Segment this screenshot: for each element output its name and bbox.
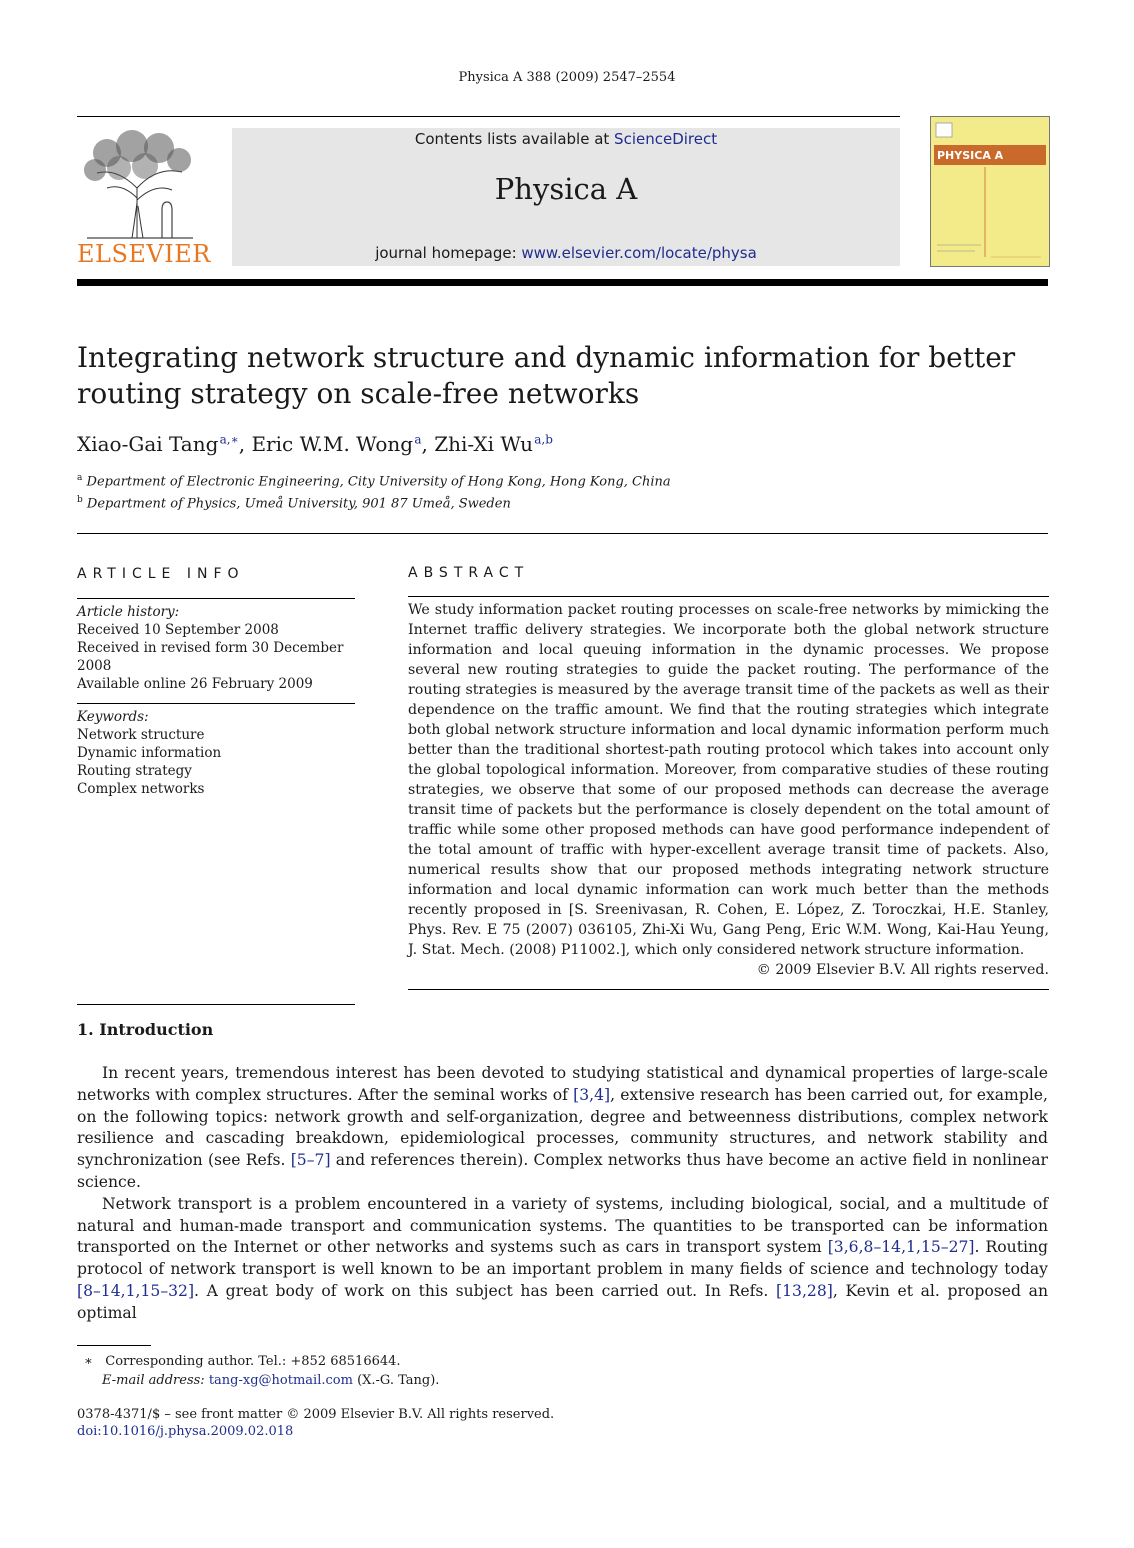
abstract-rule xyxy=(408,596,1049,597)
abstract-copyright: © 2009 Elsevier B.V. All rights reserved. xyxy=(756,962,1049,978)
sciencedirect-link[interactable]: ScienceDirect xyxy=(614,130,718,148)
journal-masthead xyxy=(232,128,900,266)
keyword-item[interactable]: Dynamic information xyxy=(77,745,222,761)
author-name[interactable]: Xiao-Gai Tang xyxy=(77,432,219,456)
affiliation-a xyxy=(77,473,1048,489)
tree-logo-icon xyxy=(77,128,203,240)
author-separator: , xyxy=(421,432,435,456)
heading-separator-rule xyxy=(77,533,1048,534)
affiliation-b xyxy=(77,495,1048,511)
history-item: Available online 26 February 2009 xyxy=(77,676,313,692)
keyword-item[interactable]: Complex networks xyxy=(77,781,205,797)
text-run: , extensive research has been carried out, for example, on the following topics: network growth and self-organization, degree and betweenness distributions, complex network resilience and cascading breakdown, epidemiological processes, community structures, and network stability and synchronization (see Refs. xyxy=(77,1085,1048,1170)
corresponding-author-footnote xyxy=(84,1352,439,1390)
abstract-panel xyxy=(408,565,1049,990)
intro-paragraph-1 xyxy=(77,1063,1048,1194)
elsevier-logo[interactable] xyxy=(77,128,211,268)
elsevier-wordmark: ELSEVIER xyxy=(77,240,211,268)
contents-line xyxy=(232,130,900,148)
text-run: Network transport is a problem encountered in a variety of systems, including biological, social, and a multitude of natural and human-made transport and communication systems. The quantities to be transported can be information transported on the Internet or other networks and systems such as cars in transport system xyxy=(77,1194,1048,1257)
keywords-rule xyxy=(77,703,355,704)
article-info-heading: ARTICLE INFO xyxy=(77,566,245,582)
citation-link[interactable]: [8–14,1,15–32] xyxy=(77,1281,195,1300)
footnote-mark: ∗ xyxy=(84,1354,93,1369)
author-affiliation-mark[interactable]: a,∗ xyxy=(219,432,239,447)
email-label: E-mail address: xyxy=(102,1373,205,1388)
running-header-citation: Physica A 388 (2009) 2547–2554 xyxy=(458,70,676,85)
corresponding-author-text: Corresponding author. Tel.: +852 68516644. xyxy=(105,1354,401,1369)
article-info-rule xyxy=(77,598,355,599)
introduction-body xyxy=(77,1063,1048,1325)
article-info-bottom-rule xyxy=(77,1004,355,1005)
text-run: and references therein). Complex networks thus have become an active field in nonlinear science. xyxy=(77,1151,1048,1191)
abstract-heading: ABSTRACT xyxy=(408,565,530,581)
article-title-line-2: routing strategy on scale-free networks xyxy=(77,377,640,410)
author-affiliation-mark[interactable]: a xyxy=(414,432,422,447)
author-separator: , xyxy=(238,432,252,456)
citation-link[interactable]: [13,28] xyxy=(776,1281,833,1300)
masthead-bottom-rule xyxy=(77,279,1048,286)
article-history-label: Article history: xyxy=(77,604,180,620)
doi-link[interactable]: doi:10.1016/j.physa.2009.02.018 xyxy=(77,1424,294,1439)
email-suffix: (X.-G. Tang). xyxy=(352,1373,440,1388)
affiliation-mark: b xyxy=(77,495,83,505)
cover-image-icon xyxy=(931,117,1049,266)
history-item: Received 10 September 2008 xyxy=(77,622,279,638)
email-link[interactable]: tang-xg@hotmail.com xyxy=(208,1373,353,1388)
cover-title: PHYSICA A xyxy=(937,149,1004,162)
author-name[interactable]: Eric W.M. Wong xyxy=(251,432,414,456)
journal-homepage-link[interactable]: www.elsevier.com/locate/physa xyxy=(521,244,757,262)
author-name[interactable]: Zhi-Xi Wu xyxy=(434,432,534,456)
keyword-item[interactable]: Network structure xyxy=(77,727,205,743)
citation-link[interactable]: [5–7] xyxy=(290,1151,331,1170)
front-matter-info xyxy=(77,1406,554,1440)
keywords-label: Keywords: xyxy=(77,709,149,725)
abstract-text: We study information packet routing processes on scale-free networks by mimicking the Internet traffic delivery strategies. We incorporate both the global network structure information and local queuing information in the dynamic processes. We propose several new routing strategies to guide the packet routing. The performance of the routing strategies is measured by the average transit time of the packets as well as their dependence on the traffic amount. We find that the routing strategies which integrate both global network structure information and local dynamic information perform much better than the traditional shortest-path routing protocol which takes into account only the global topological information. Moreover, from comparative studies of these routing strategies, we observe that some of our proposed methods can decrease the average transit time of packets but the performance is closely dependent on the total amount of traffic while some other proposed methods can have good performance independent of the total amount of traffic with hyper-excellent average transit time of packets. Also, numerical results show that our proposed methods integrating network structure information and local dynamic information can work much better than the methods recently proposed in [S. Sreenivasan, R. Cohen, E. López, Z. Toroczkai, H.E. Stanley, Phys. Rev. E 75 (2007) 036105, Zhi-Xi Wu, Gang Peng, Eric W.M. Wong, Kai-Hau Yeung, J. Stat. Mech. (2008) P11002.], which only considered network structure information. xyxy=(408,602,1049,958)
affiliation-text: Department of Electronic Engineering, City University of Hong Kong, Hong Kong, China xyxy=(86,474,671,490)
intro-paragraph-2 xyxy=(77,1194,1048,1325)
article-title-line-1: Integrating network structure and dynamic information for better xyxy=(77,341,1016,374)
contents-prefix: Contents lists available at xyxy=(414,130,615,148)
affiliation-mark: a xyxy=(77,473,83,483)
author-affiliation-mark[interactable]: a,b xyxy=(534,432,553,447)
footnote-rule xyxy=(77,1345,151,1346)
text-run: . Routing protocol of network transport is well known to be an important problem in many fields of science and technology today xyxy=(77,1238,1048,1279)
issn-line: 0378-4371/$ – see front matter © 2009 Elsevier B.V. All rights reserved. xyxy=(77,1407,555,1422)
keyword-item[interactable]: Routing strategy xyxy=(77,763,192,779)
affiliation-text: Department of Physics, Umeå University, 901 87 Umeå, Sweden xyxy=(86,496,511,512)
abstract-bottom-rule xyxy=(408,989,1049,990)
journal-cover-thumbnail[interactable] xyxy=(930,116,1050,267)
text-run: In recent years, tremendous interest has been devoted to studying statistical and dynamical properties of large-scale networks with complex structures. After the seminal works of xyxy=(77,1064,1048,1104)
history-item: Received in revised form 30 December 2008 xyxy=(77,640,344,674)
citation-link[interactable]: [3,6,8–14,1,15–27] xyxy=(827,1238,975,1257)
masthead-top-rule xyxy=(77,116,900,117)
homepage-line xyxy=(232,244,900,262)
homepage-prefix: journal homepage: xyxy=(375,244,522,262)
text-run: , Kevin et al. proposed an optimal xyxy=(77,1281,1048,1322)
author-list xyxy=(77,432,1048,456)
article-title xyxy=(77,340,1048,412)
citation-link[interactable]: [3,4] xyxy=(573,1085,611,1104)
journal-title: Physica A xyxy=(494,172,638,206)
text-run: . A great body of work on this subject has been carried out. In Refs. xyxy=(194,1281,777,1300)
section-heading-introduction: 1. Introduction xyxy=(77,1020,214,1039)
article-info-panel xyxy=(77,565,355,1005)
